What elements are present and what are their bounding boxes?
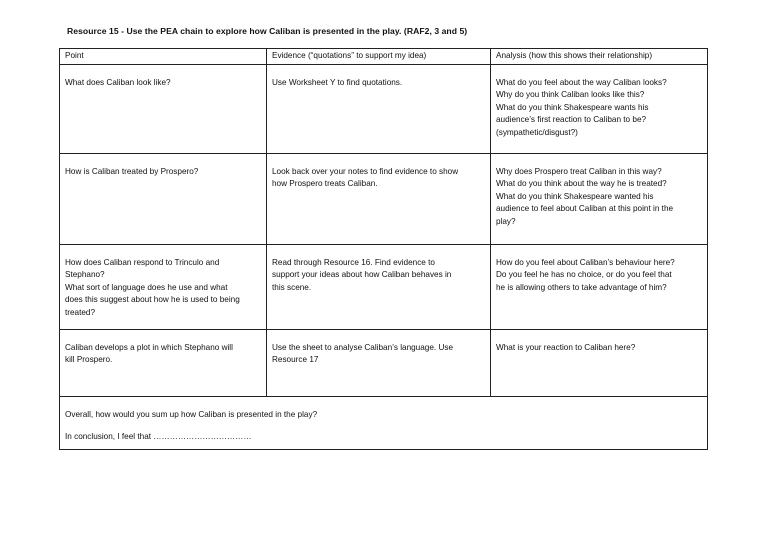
analysis-text — [496, 67, 702, 140]
point-cell — [60, 329, 267, 396]
table-row — [60, 64, 708, 153]
analysis-line: What do you think about the way he is treated? — [496, 179, 667, 189]
analysis-line: Why does Prospero treat Caliban in this way? — [496, 166, 662, 176]
analysis-line: What do you think Shakespeare wants his — [496, 102, 649, 112]
analysis-line: audience’s first reaction to Caliban to be? — [496, 115, 647, 125]
header-point: Point — [60, 49, 267, 65]
analysis-line: What is your reaction to Caliban here? — [496, 342, 636, 352]
analysis-line: What do you feel about the way Caliban looks? — [496, 77, 667, 87]
header-evidence: Evidence (“quotations” to support my idea) — [267, 49, 491, 65]
evidence-line: Use the sheet to analyse Caliban’s language. Use — [272, 342, 454, 352]
summary-row — [60, 396, 708, 449]
summary-question: Overall, how would you sum up how Caliban is presented in the play? — [65, 409, 318, 419]
evidence-line: Read through Resource 16. Find evidence to — [272, 257, 435, 267]
table-row — [60, 244, 708, 329]
point-text — [65, 67, 261, 90]
analysis-cell — [491, 244, 708, 329]
analysis-text — [496, 332, 702, 355]
evidence-cell — [267, 244, 491, 329]
evidence-line: this scene. — [272, 282, 312, 292]
evidence-cell — [267, 153, 491, 244]
evidence-text — [272, 332, 485, 367]
point-cell — [60, 244, 267, 329]
evidence-line: support your ideas about how Caliban behaves in — [272, 270, 452, 280]
point-line: kill Prospero. — [65, 355, 113, 365]
point-cell — [60, 64, 267, 153]
analysis-line: play? — [496, 216, 516, 226]
analysis-cell — [491, 153, 708, 244]
point-cell — [60, 153, 267, 244]
evidence-line: Resource 17 — [272, 355, 319, 365]
point-line: What does Caliban look like? — [65, 77, 171, 87]
analysis-text — [496, 156, 702, 229]
point-line: How does Caliban respond to Trinculo and — [65, 257, 220, 267]
point-text — [65, 247, 261, 320]
point-line: does this suggest about how he is used to being — [65, 295, 240, 305]
point-line: What sort of language does he use and what — [65, 282, 228, 292]
pea-table — [59, 48, 708, 450]
evidence-cell — [267, 329, 491, 396]
analysis-cell — [491, 64, 708, 153]
point-line: treated? — [65, 307, 96, 317]
table-row — [60, 153, 708, 244]
evidence-line: Look back over your notes to find evidence to show — [272, 166, 459, 176]
point-text — [65, 156, 261, 179]
analysis-line: How do you feel about Caliban’s behaviour here? — [496, 257, 675, 267]
analysis-line: Why do you think Caliban looks like this? — [496, 90, 645, 100]
evidence-text — [272, 67, 485, 90]
analysis-line: he is allowing others to take advantage of him? — [496, 282, 667, 292]
page-heading: Resource 15 - Use the PEA chain to explore how Caliban is presented in the play. (RAF2, 3 and 5) — [67, 26, 468, 36]
analysis-line: audience to feel about Caliban at this point in the — [496, 204, 674, 214]
header-row — [60, 49, 708, 65]
table-row — [60, 329, 708, 396]
evidence-line: Use Worksheet Y to find quotations. — [272, 77, 403, 87]
point-text — [65, 332, 261, 367]
evidence-text — [272, 156, 485, 191]
header-analysis: Analysis (how this shows their relationship) — [491, 49, 708, 65]
evidence-cell — [267, 64, 491, 153]
analysis-text — [496, 247, 702, 295]
evidence-text — [272, 247, 485, 295]
analysis-line: Do you feel he has no choice, or do you feel that — [496, 270, 672, 280]
point-line: Stephano? — [65, 270, 105, 280]
analysis-line: (sympathetic/disgust?) — [496, 127, 578, 137]
point-line: Caliban develops a plot in which Stephano will — [65, 342, 233, 352]
point-line: How is Caliban treated by Prospero? — [65, 166, 199, 176]
summary-cell — [60, 396, 708, 449]
analysis-cell — [491, 329, 708, 396]
summary-conclusion: In conclusion, I feel that ……………………………… — [65, 432, 252, 442]
analysis-line: What do you think Shakespeare wanted his — [496, 191, 654, 201]
evidence-line: how Prospero treats Caliban. — [272, 179, 378, 189]
